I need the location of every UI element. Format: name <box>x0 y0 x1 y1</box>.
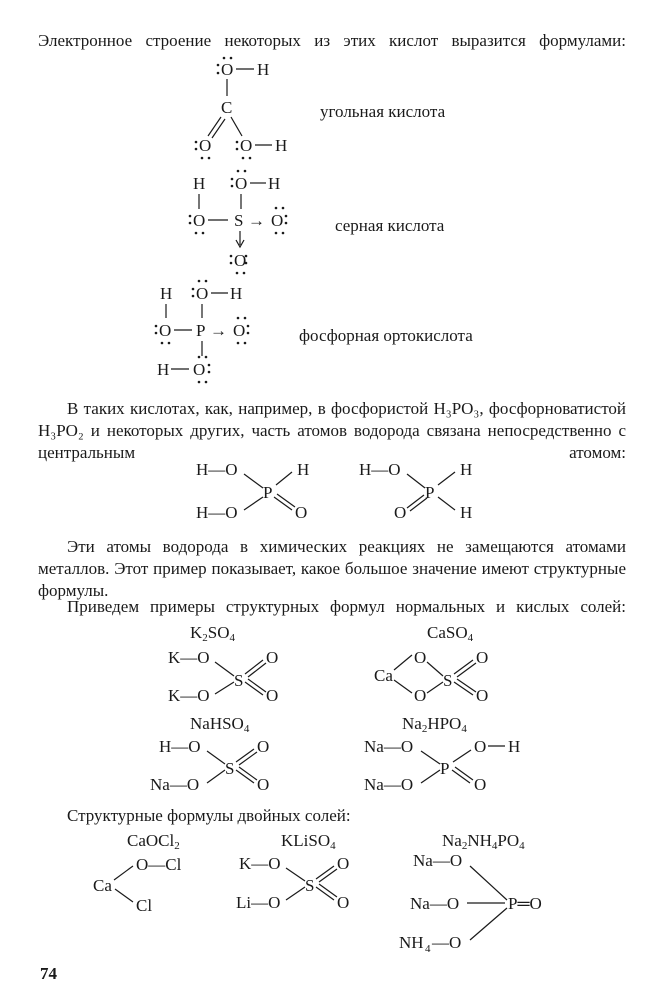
svg-text:P: P <box>440 759 450 778</box>
svg-text:H: H <box>508 737 521 756</box>
svg-text:→: → <box>210 321 227 340</box>
svg-text:H: H <box>460 460 473 479</box>
k2so4-name: $K_2SO_4$ <box>190 623 236 644</box>
svg-text:O: O <box>271 211 284 230</box>
svg-text:H: H <box>460 503 473 522</box>
svg-text:O: O <box>240 136 253 155</box>
svg-text:O: O <box>474 737 487 756</box>
svg-text:Li—O: Li—O <box>236 893 281 912</box>
paragraph-hydrogen-atoms: Эти атомы водорода в химических реакциях не замещаются атомами металлов. Этот пример показывает, какое большое значение имеют структурные формулы. <box>38 537 626 600</box>
svg-text:O: O <box>159 321 172 340</box>
caocl2-name: CaOCl$_2$ <box>127 831 180 852</box>
sulfuric-acid-label: серная кислота <box>335 216 445 235</box>
svg-text:O: O <box>233 321 246 340</box>
svg-text:Na—O: Na—O <box>413 851 463 870</box>
svg-text:H: H <box>257 60 270 79</box>
caso4-name: CaSO$_4$ <box>427 623 474 644</box>
svg-text:O—Cl: O—Cl <box>136 855 182 874</box>
na2hpo4-name: $Na_2HPO_4$ <box>402 714 467 735</box>
svg-text:Ca: Ca <box>93 876 112 895</box>
svg-text:O: O <box>474 775 487 794</box>
na2nh4po4-name: $Na_2NH_4PO_4$ <box>442 831 525 852</box>
svg-text:H—O: H—O <box>159 737 201 756</box>
svg-text:H: H <box>193 174 206 193</box>
svg-text:O: O <box>337 893 350 912</box>
svg-text:H: H <box>157 360 170 379</box>
svg-text:H: H <box>268 174 281 193</box>
svg-text:C: C <box>221 98 233 117</box>
svg-text:O: O <box>476 648 489 667</box>
svg-text:K—O: K—O <box>168 648 210 667</box>
carbonic-acid-label: угольная кислота <box>320 102 446 121</box>
svg-text:Cl: Cl <box>136 896 153 915</box>
klisO4-name: KLiSO$_4$ <box>281 831 336 852</box>
svg-text:H: H <box>297 460 310 479</box>
svg-text:O: O <box>476 686 489 705</box>
paragraph-phosphorous-acids: В таких кислотах, как, например, в фосфористой H₃PO₃, фосфорноватистой H₃PO₂ и некоторых других, часть атомов водорода связана непосредственно с центральным атомом: <box>38 399 626 462</box>
svg-text:O: O <box>193 360 206 379</box>
svg-text:O: O <box>414 648 427 667</box>
svg-text:NH: NH <box>399 933 424 952</box>
svg-text:4: 4 <box>425 943 431 955</box>
svg-text:Ca: Ca <box>374 666 393 685</box>
svg-text:O: O <box>257 737 270 756</box>
svg-text:P: P <box>425 483 435 502</box>
svg-text:O: O <box>414 686 427 705</box>
page-number: 74 <box>40 964 57 983</box>
svg-text:K—O: K—O <box>239 854 281 873</box>
svg-text:H—O: H—O <box>196 460 238 479</box>
svg-text:H: H <box>160 284 173 303</box>
svg-text:—O: —O <box>432 933 462 952</box>
svg-text:O: O <box>221 60 234 79</box>
svg-text:P: P <box>263 483 273 502</box>
nahso4-name: NaHSO$_4$ <box>190 714 250 735</box>
intro-paragraph: Электронное строение некоторых из этих кислот выразится формулами: <box>38 31 626 50</box>
svg-text:H: H <box>275 136 288 155</box>
svg-text:Na—O: Na—O <box>150 775 200 794</box>
paragraph-salts-intro: Приведем примеры структурных формул нормальных и кислых солей: <box>67 597 626 616</box>
svg-text:S: S <box>234 211 244 230</box>
svg-text:O: O <box>193 211 206 230</box>
phosphoric-acid-label: фосфорная ортокислота <box>299 326 473 345</box>
svg-text:O: O <box>295 503 308 522</box>
svg-text:O: O <box>266 686 279 705</box>
svg-text:O: O <box>266 648 279 667</box>
svg-text:Na—O: Na—O <box>410 894 460 913</box>
svg-text:H—O: H—O <box>359 460 401 479</box>
svg-text:O: O <box>394 503 407 522</box>
svg-text:S: S <box>225 759 235 778</box>
svg-text:O: O <box>337 854 350 873</box>
svg-text:S: S <box>305 876 315 895</box>
svg-text:S: S <box>234 671 244 690</box>
svg-text:O: O <box>196 284 209 303</box>
svg-text:K—O: K—O <box>168 686 210 705</box>
svg-text:H—O: H—O <box>196 503 238 522</box>
svg-text:O: O <box>234 251 247 270</box>
svg-text:P═O: P═O <box>508 894 542 913</box>
svg-text:H: H <box>230 284 243 303</box>
paragraph-double-salts: Структурные формулы двойных солей: <box>67 806 351 825</box>
svg-text:S: S <box>443 671 453 690</box>
svg-text:O: O <box>257 775 270 794</box>
svg-text:O: O <box>199 136 212 155</box>
svg-text:Na—O: Na—O <box>364 737 414 756</box>
svg-text:P: P <box>196 321 206 340</box>
svg-text:O: O <box>235 174 248 193</box>
svg-text:Na—O: Na—O <box>364 775 414 794</box>
svg-text:→: → <box>248 211 265 230</box>
